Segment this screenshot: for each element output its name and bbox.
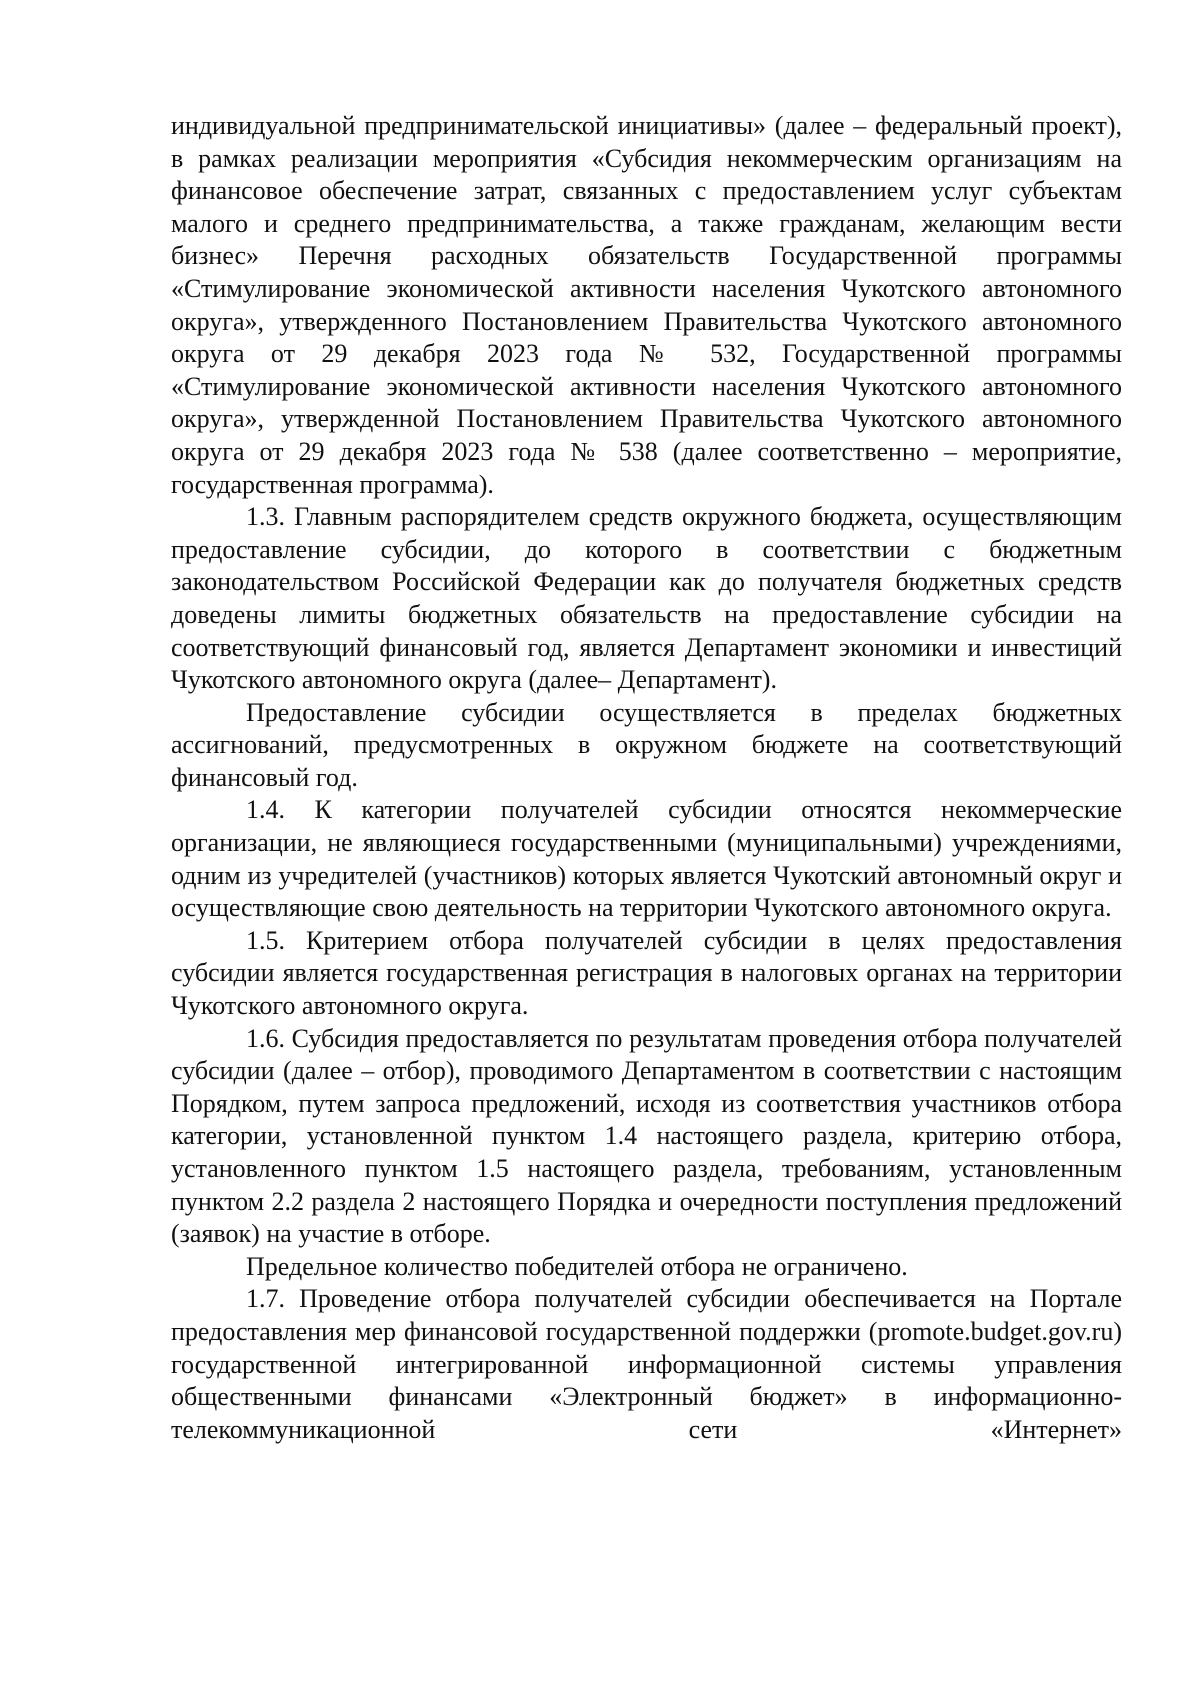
paragraph-1-3: 1.3. Главным распорядителем средств окружного бюджета, осуществляющим предоставление субсидии, до которого в соответствии с бюджетным законодательством Российской Федерации как до получателя бюджетных средств доведены лимиты бюджетных обязательств на предоставление субсидии на соответствующий финансовый год, является Департамент экономики и инвестиций Чукотского автономного округа (далее– Департамент). xyxy=(171,502,1122,695)
document-page xyxy=(171,110,1122,1446)
paragraph-1-7: 1.7. Проведение отбора получателей субсидии обеспечивается на Портале предоставления мер финансовой государственной поддержки (promote.budget.gov.ru) государственной интегрированной информационной системы управления общественными финансами «Электронный бюджет» в информационно-телекоммуникационной сети «Интернет» xyxy=(171,1284,1122,1444)
paragraph-continuation: индивидуальной предпринимательской инициативы» (далее – федеральный проект), в рамках реализации мероприятия «Субсидия некоммерческим организациям на финансовое обеспечение затрат, связанных с предоставлением услуг субъектам малого и среднего предпринимательства, а также гражданам, желающим вести бизнес» Перечня расходных обязательств Государственной программы «Стимулирование экономической активности населения Чукотского автономного округа», утвержденного Постановлением Правительства Чукотского автономного округа от 29 декабря 2023 года № 532, Государственной программы «Стимулирование экономической активности населения Чукотского автономного округа», утвержденной Постановлением Правительства Чукотского автономного округа от 29 декабря 2023 года № 538 (далее соответственно – мероприятие, государственная программа). xyxy=(171,111,1122,499)
paragraph-1-5: 1.5. Критерием отбора получателей субсидии в целях предоставления субсидии является государственная регистрация в налоговых органах на территории Чукотского автономного округа. xyxy=(171,925,1122,1021)
paragraph-1-6-winners: Предельное количество победителей отбора не ограничено. xyxy=(246,1251,908,1281)
paragraph-1-3-budget: Предоставление субсидии осуществляется в пределах бюджетных ассигнований, предусмотренных в окружном бюджете на соответствующий финансовый год. xyxy=(171,697,1122,792)
paragraph-1-4: 1.4. К категории получателей субсидии относятся некоммерческие организации, не являющиеся государственными (муниципальными) учреждениями, одним из учредителей (участников) которых является Чукотский автономный округ и осуществляющие свою деятельность на территории Чукотского автономного округа. xyxy=(171,795,1122,923)
paragraph-1-6: 1.6. Субсидия предоставляется по результатам проведения отбора получателей субсидии (далее – отбор), проводимого Департаментом в соответствии с настоящим Порядком, путем запроса предложений, исходя из соответствия участников отбора категории, установленной пунктом 1.4 настоящего раздела, критерию отбора, установленного пунктом 1.5 настоящего раздела, требованиям, установленным пунктом 2.2 раздела 2 настоящего Порядка и очередности поступления предложений (заявок) на участие в отборе. xyxy=(171,1023,1122,1249)
